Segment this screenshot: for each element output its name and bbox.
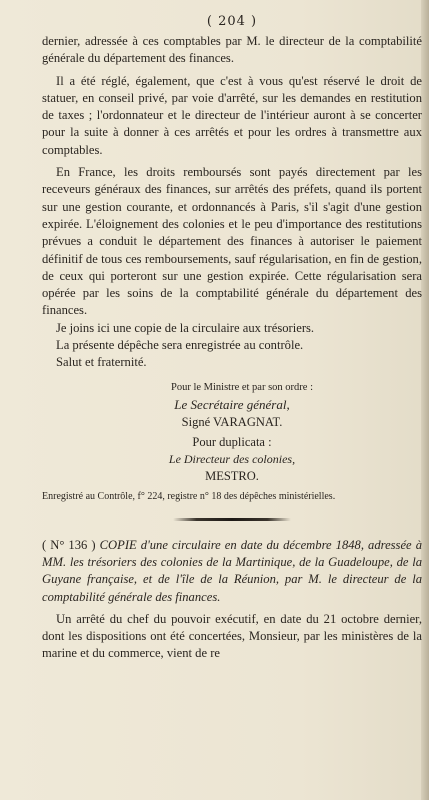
signature-line-2: Le Secrétaire général, [174,396,290,412]
paragraph-3: En France, les droits remboursés sont payés directement par les receveurs généraux des finances, sur arrêtés des préfets, quand ils portent sur une gestion courante, et ordonnancés à Paris, s'il s'agit d'une gestion expirée. L'éloignement des colonies et le peu d'importance des restitutions prévues a conduit le département des finances à autoriser le paiement définitif de tous ces remboursements, sauf régularisation, en fin de gestion, de ceux qui porteront sur une gestion expirée. Cette régularisation sera opérée par les soins de la comptabilité générale du département des finances. [42,165,422,318]
page-number: ( 204 ) [206,14,258,29]
final-paragraph: Un arrêté du chef du pouvoir exécutif, en date du 21 octobre dernier, dont les dispositions ont été concertées, Monsieur, par les ministères de la marine et du commerce, vient de re [42,611,422,661]
section-divider [173,518,291,521]
book-spine-edge [421,0,429,800]
paragraph-2: Il a été réglé, également, que c'est à vous qu'est réservé le droit de statuer, en conseil privé, par voie d'arrêté, sur les demandes en restitution de taxes ; l'ordonnateur et le directeur de l'intérieur auront à se concerter pour la suite à donner à ces arrêtés et pour les ordres à transmettre aux comptables. [42,73,422,157]
paragraph-1: dernier, adressée à ces comptables par M. le directeur de la comptabilité générale du département des finances. [42,34,422,66]
paragraph-6: Salut et fraternité. [56,355,147,370]
paragraph-5: La présente dépêche sera enregistrée au contrôle. [56,338,304,353]
signature-line-5: Le Directeur des colonies, [168,451,296,466]
signature-line-4: Pour duplicata : [192,434,272,449]
circular-number: ( N° 136 ) [42,537,96,552]
circular-heading-text: COPIE d'une circulaire en date du décembre 1848, adressée à MM. les trésoriers des colonies de la Martinique, de la Guadeloupe, de la Guyane française, et de l'île de la Réunion, par M. le directeur de la comptabilité générale des finances. [42,537,422,604]
signature-line-6: MESTRO. [205,468,259,483]
page-content [42,14,422,663]
paragraph-4: Je joins ici une copie de la circulaire aux trésoriers. [56,320,315,335]
signature-line-3: Signé VARAGNAT. [181,414,283,429]
circular-heading [42,537,422,606]
signature-line-1: Pour le Ministre et par son ordre : [170,381,313,393]
registration-line: Enregistré au Contrôle, f° 224, registre n° 18 des dépêches ministérielles. [42,490,336,502]
